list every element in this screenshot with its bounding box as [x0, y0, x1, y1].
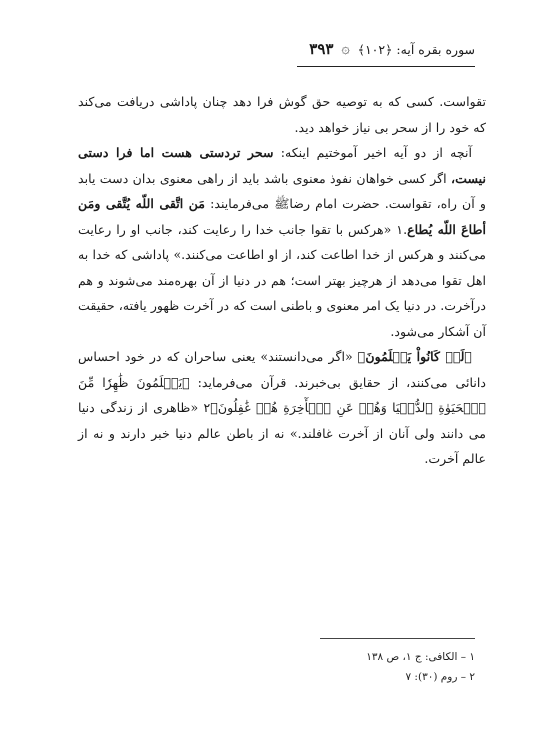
- running-header: [309, 40, 475, 58]
- paragraph-2-lead: آنچه از دو آیه اخیر آموختیم اینکه:: [273, 145, 472, 160]
- header-rule: [297, 66, 475, 67]
- hadith-quote: مَن اتَّقی اللّه یُتَّقی ومَن أطاعَ اللّه یُطاع: [78, 196, 486, 237]
- quran-verse-2: ﴿يَعۡلَمُونَ ظَٰهِرٗا مِّنَ ٱلۡحَيَوٰةِ ٱلدُّنۡيَا وَهُمۡ عَنِ ٱلۡأٓخِرَةِ هُمۡ غَٰفِلُونَ﴾: [78, 374, 487, 415]
- paragraph-3-text2: ۲ «ظاهری از زندگی دنیا می دانند ولی آنان از آخرت غافلند.» نه از باطن عالم دنیا خبر دارند و نه از عالم آخرت.: [78, 400, 486, 466]
- paragraph-2: [78, 140, 486, 344]
- body-text: [78, 89, 486, 472]
- page-number: ۳۹۳: [309, 40, 334, 58]
- ornament-icon: ۞: [341, 41, 350, 57]
- paragraph-3: [78, 344, 486, 472]
- footnote-1: ۱ – الکافی: ج ۱، ص ۱۳۸: [366, 651, 475, 663]
- paragraph-2-text2: .۱ «هرکس با تقوا جانب خدا را رعایت کند، جانب او را رعایت می‌کنند و هرکس از خدا اطاعت کند، از او اطاعت می‌کنند.» پاداشی که خدا به اهل تقوا می‌دهد از هرچیز بهتر است؛ هم در دنیا از آن بهره‌مند می‌شوند و هم درآخرت. در دنیا یک امر معنوی و باطنی است که در آخرت ظهور یافته، حقیقت آن آشکار می‌شود.: [78, 221, 486, 339]
- surah-title: سوره بقره آیه: ﴿۱۰۲﴾: [357, 41, 475, 57]
- footnote-2: ۲ – روم (۳۰): ۷: [405, 671, 475, 683]
- footnote-rule: [320, 638, 475, 639]
- paragraph-2-bold: سحر تردستی هست اما فرا دستی نیست،: [78, 145, 486, 186]
- quran-verse: ﴿لَوۡ كَانُواْ يَعۡلَمُونَ﴾: [357, 349, 472, 364]
- paragraph-3-text1: «اگر می‌دانستند» یعنی ساحران که در خود احساس دانائی می‌کنند، از حقایق بی‌خبرند. قرآن می‌فرماید:: [78, 349, 487, 390]
- paragraph-2-text1: اگر کسی خواهان نفوذ معنوی باشد باید از راهی معنوی بدان دست یابد و آن راه، تقواست. حضرت امام رضاﷺ می‌فرمایند:: [78, 170, 486, 211]
- paragraph-1: تقواست. کسی که به توصیه حق گوش فرا دهد چنان پاداشی دریافت می‌کند که خود را از سحر بی نیاز خواهد دید.: [78, 94, 486, 135]
